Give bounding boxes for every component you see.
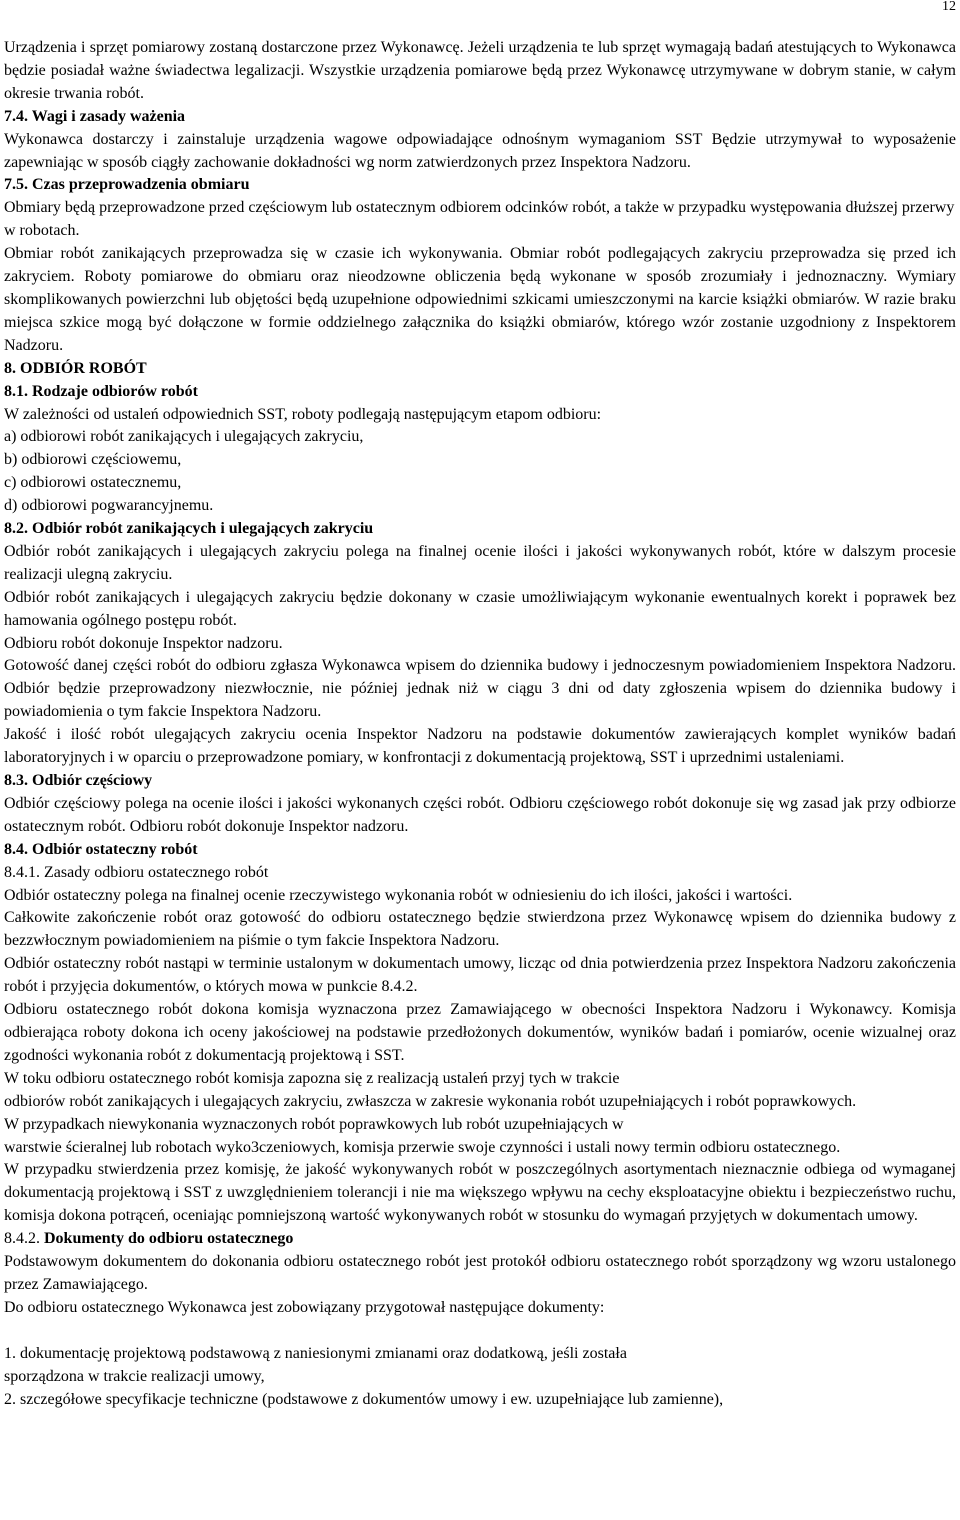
paragraph: a) odbiorowi robót zanikających i ulegających zakryciu, xyxy=(4,428,364,446)
paragraph: 8.4.2. Dokumenty do odbioru ostatecznego xyxy=(4,1230,294,1248)
paragraph: Odbiór robót zanikających i ulegających zakryciu będzie dokonany w czasie umożliwiającym wykonanie ewentualnych korekt i poprawek bez hamowania ogólnego postępu robót. xyxy=(4,588,956,629)
paragraph: 1. dokumentację projektową podstawową z naniesionymi zmianami oraz dodatkową, jeśli została xyxy=(4,1344,627,1362)
paragraph: Odbiór ostateczny robót nastąpi w terminie ustalonym w dokumentach umowy, licząc od dnia potwierdzenia przez Inspektora Nadzoru zakończenia robót i przyjęcia dokumentów, o których mowa w punkcie 8.4.2. xyxy=(4,955,956,996)
paragraph: Odbiór ostateczny polega na finalnej ocenie rzeczywistego wykonania robót w odniesieniu do ich ilości, jakości i wartości. xyxy=(4,886,793,904)
section-heading: 7.5. Czas przeprowadzenia obmiaru xyxy=(4,176,250,194)
paragraph: sporządzona w trakcie realizacji umowy, xyxy=(4,1367,265,1385)
paragraph: Odbiór częściowy polega na ocenie ilości i jakości wykonanych części robót. Odbioru częściowego robót dokonuje się wg zasad jak przy odbiorze ostatecznym robót. Odbioru robót dokonuje Inspektor nadzoru. xyxy=(4,794,956,835)
paragraph: Odbiór robót zanikających i ulegających zakryciu polega na finalnej ocenie ilości i jakości wykonywanych robót, które w dalszym procesie realizacji ulegną zakryciu. xyxy=(4,542,956,583)
section-heading: 8.2. Odbiór robót zanikających i ulegających zakryciu xyxy=(4,520,374,538)
section-heading: 8. ODBIÓR ROBÓT xyxy=(4,359,147,377)
paragraph: W przypadku stwierdzenia przez komisję, że jakość wykonywanych robót w poszczególnych asortymentach nieznacznie odbiega od wymaganej dokumentacją projektową i SST z uwzględnieniem tolerancji i nie ma większego wpływu na cechy eksploatacyjne obiektu i bezpieczeństwo ruchu, komisja dokona potrąceń, oceniając pomniejszoną wartość wykonywanych robót w stosunku do wymagań przyjętych w dokumentach umowy. xyxy=(4,1161,956,1225)
paragraph: Jakość i ilość robót ulegających zakryciu ocenia Inspektor Nadzoru na podstawie dokumentów zawierających komplet wyników badań laboratoryjnych i w oparciu o przeprowadzone pomiary, w konfrontacji z dokumentacją projektową, SST i uprzednimi ustaleniami. xyxy=(4,726,956,767)
paragraph: Całkowite zakończenie robót oraz gotowość do odbioru ostatecznego będzie stwierdzona przez Wykonawcę wpisem do dziennika budowy z bezzwłocznym powiadomieniem na piśmie o tym fakcie Inspektora Nadzoru. xyxy=(4,909,956,950)
page-number: 12 xyxy=(942,0,956,14)
blank-line xyxy=(4,1320,956,1343)
paragraph: 8.4.1. Zasady odbioru ostatecznego robót xyxy=(4,863,269,881)
paragraph: W zależności od ustaleń odpowiednich SST, roboty podlegają następującym etapom odbioru: xyxy=(4,405,602,423)
paragraph: Gotowość danej części robót do odbioru zgłasza Wykonawca wpisem do dziennika budowy i jednoczesnym powiadomieniem Inspektora Nadzoru. Odbiór będzie przeprowadzony niezwłocznie, nie później jednak niż w ciągu 3 dni od daty zgłoszenia wpisem do dziennika budowy i powiadomienia o tym fakcie Inspektora Nadzoru. xyxy=(4,657,956,721)
paragraph: warstwie ścieralnej lub robotach wyko3czeniowych, komisja przerwie swoje czynności i ustali nowy termin odbioru ostatecznego. xyxy=(4,1138,841,1156)
paragraph: Urządzenia i sprzęt pomiarowy zostaną dostarczone przez Wykonawcę. Jeżeli urządzenia te lub sprzęt wymagają badań atestujących to Wykonawca będzie posiadał ważne świadectwa legalizacji. Wszystkie urządzenia pomiarowe będą przez Wykonawcę utrzymywane w dobrym stanie, w całym okresie trwania robót. xyxy=(4,39,956,102)
document-body xyxy=(4,37,956,1411)
section-heading: 8.3. Odbiór częściowy xyxy=(4,772,153,789)
paragraph: W toku odbioru ostatecznego robót komisja zapozna się z realizacją ustaleń przyj tych w trakcie xyxy=(4,1069,620,1087)
paragraph: Do odbioru ostatecznego Wykonawca jest zobowiązany przygotował następujące dokumenty: xyxy=(4,1298,605,1316)
paragraph: b) odbiorowi częściowemu, xyxy=(4,451,182,469)
paragraph: Podstawowym dokumentem do dokonania odbioru ostatecznego robót jest protokół odbioru ostatecznego robót sporządzony wg wzoru ustalonego przez Zamawiającego. xyxy=(4,1253,956,1293)
paragraph: 2. szczegółowe specyfikacje techniczne (podstawowe z dokumentów umowy i ew. uzupełniające lub zamienne), xyxy=(4,1390,724,1408)
section-heading: 8.4. Odbiór ostateczny robót xyxy=(4,840,198,858)
section-heading: 8.1. Rodzaje odbiorów robót xyxy=(4,382,198,400)
paragraph: Odbioru ostatecznego robót dokona komisja wyznaczona przez Zamawiającego w obecności Inspektora Nadzoru i Wykonawcy. Komisja odbierająca roboty dokona ich oceny jakościowej na podstawie przedłożonych dokumentów, wyników badań i pomiarów, ocenie wizualnej oraz zgodności wykonania robót z dokumentacją projektową i SST. xyxy=(4,1001,956,1064)
paragraph: c) odbiorowi ostatecznemu, xyxy=(4,474,182,492)
paragraph: odbiorów robót zanikających i ulegających zakryciu, zwłaszcza w zakresie wykonania robót uzupełniających i robót poprawkowych. xyxy=(4,1092,857,1110)
paragraph: W przypadkach niewykonania wyznaczonych robót poprawkowych lub robót uzupełniających w xyxy=(4,1115,624,1133)
paragraph: d) odbiorowi pogwarancyjnemu. xyxy=(4,497,214,515)
section-heading: 7.4. Wagi i zasady ważenia xyxy=(4,107,186,125)
paragraph: Obmiary będą przeprowadzone przed częściowym lub ostatecznym odbiorem odcinków robót, a także w przypadku występowania dłuższej przerwy w robotach. xyxy=(4,199,955,240)
paragraph: Odbioru robót dokonuje Inspektor nadzoru. xyxy=(4,634,283,652)
paragraph: Obmiar robót zanikających przeprowadza się w czasie ich wykonywania. Obmiar robót podlegających zakryciu przeprowadza się przed ich zakryciem. Roboty pomiarowe do obmiaru oraz nieodzowne obliczenia będą wykonane w sposób zrozumiały i jednoznaczny. Wymiary skomplikowanych powierzchni lub objętości będą uzupełnione odpowiednimi szkicami umieszczonymi na karcie książki obmiarów. W razie braku miejsca szkice mogą być dołączone w formie oddzielnego załącznika do książki obmiarów, którego wzór zostanie uzgodniony z Inspektorem Nadzoru. xyxy=(4,245,956,354)
paragraph: Wykonawca dostarczy i zainstaluje urządzenia wagowe odpowiadające odnośnym wymaganiom SST Będzie utrzymywał to wyposażenie zapewniając w sposób ciągły zachowanie dokładności wg norm zatwierdzonych przez Inspektora Nadzoru. xyxy=(4,130,956,171)
